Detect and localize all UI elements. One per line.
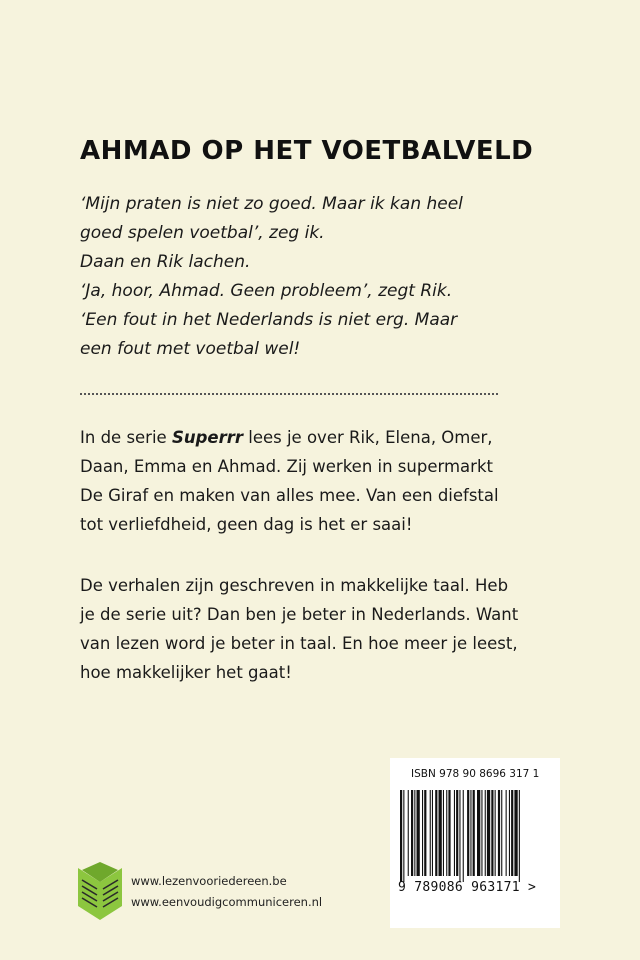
barcode (396, 790, 554, 882)
barcode-bar (456, 790, 458, 876)
barcode-bar (417, 790, 420, 876)
barcode-bar (400, 790, 402, 882)
barcode-bar (467, 790, 469, 876)
barcode-bar (498, 790, 500, 876)
barcode-bar (430, 790, 431, 876)
website-link[interactable]: www.lezenvooriedereen.be (131, 874, 287, 888)
barcode-bar (424, 790, 426, 876)
quote-line: goed spelen voetbal’, zeg ik. (80, 223, 325, 243)
description-line: De Giraf en maken van alles mee. Van een diefstal (80, 486, 499, 505)
barcode-bar (473, 790, 475, 876)
barcode-bar (403, 790, 404, 882)
website-link[interactable]: www.eenvoudigcommuniceren.nl (131, 895, 323, 909)
quote-line: ‘Mijn praten is niet zo goed. Maar ik kan heel (80, 194, 463, 214)
barcode-bar (495, 790, 496, 876)
quote-line: Daan en Rik lachen. (80, 252, 251, 272)
description-line: Daan, Emma en Ahmad. Zij werken in supermarkt (80, 457, 493, 476)
easy-language-description (80, 571, 550, 687)
description-line: In de serie Superrr lees je over Rik, Elena, Omer, (80, 428, 493, 447)
excerpt-quote (80, 190, 520, 364)
barcode-bar (509, 790, 510, 876)
barcode-bar (485, 790, 486, 876)
barcode-bar (514, 790, 517, 876)
barcode-bar (435, 790, 437, 876)
quote-line: een fout met voetbal wel! (80, 339, 301, 359)
quote-line: ‘Ja, hoor, Ahmad. Geen probleem’, zegt Rik. (80, 281, 453, 301)
barcode-bar (454, 790, 455, 876)
barcode-bar (511, 790, 513, 876)
quote-line: ‘Een fout in het Nederlands is niet erg. Maar (80, 310, 458, 330)
barcode-bar (481, 790, 482, 876)
barcode-bar (411, 790, 413, 876)
dotted-divider (80, 393, 498, 395)
ean-digits: 9 789086 963171 > (398, 880, 537, 895)
publisher-websites (131, 871, 322, 913)
isbn-text: ISBN 978 90 8696 317 1 (411, 768, 540, 780)
barcode-bar (439, 790, 442, 876)
barcode-bar (422, 790, 423, 876)
description-line: hoe makkelijker het gaat! (80, 663, 292, 682)
barcode-bar (470, 790, 471, 876)
barcode-bar (463, 790, 464, 882)
barcode-bar (491, 790, 493, 876)
barcode-bar (448, 790, 450, 876)
book-title: AHMAD OP HET VOETBALVELD (80, 136, 534, 166)
barcode-bar (414, 790, 415, 876)
series-description (80, 423, 550, 539)
barcode-bar (443, 790, 444, 876)
barcode-bar (501, 790, 502, 876)
barcode-bar (477, 790, 480, 876)
description-line: van lezen word je beter in taal. En hoe meer je leest, (80, 634, 518, 653)
open-book-icon (78, 860, 122, 920)
barcode-bar (408, 790, 409, 876)
barcode-bar (519, 790, 520, 882)
description-line: tot verliefdheid, geen dag is het er saai! (80, 515, 413, 534)
series-name: Superrr (171, 428, 243, 447)
description-line: De verhalen zijn geschreven in makkelijke taal. Heb (80, 576, 509, 595)
barcode-bar (432, 790, 433, 876)
description-line: je de serie uit? Dan ben je beter in Nederlands. Want (80, 605, 519, 624)
barcode-bar (459, 790, 460, 882)
barcode-bar (446, 790, 447, 876)
barcode-bar (506, 790, 507, 876)
barcode-bar (487, 790, 490, 876)
